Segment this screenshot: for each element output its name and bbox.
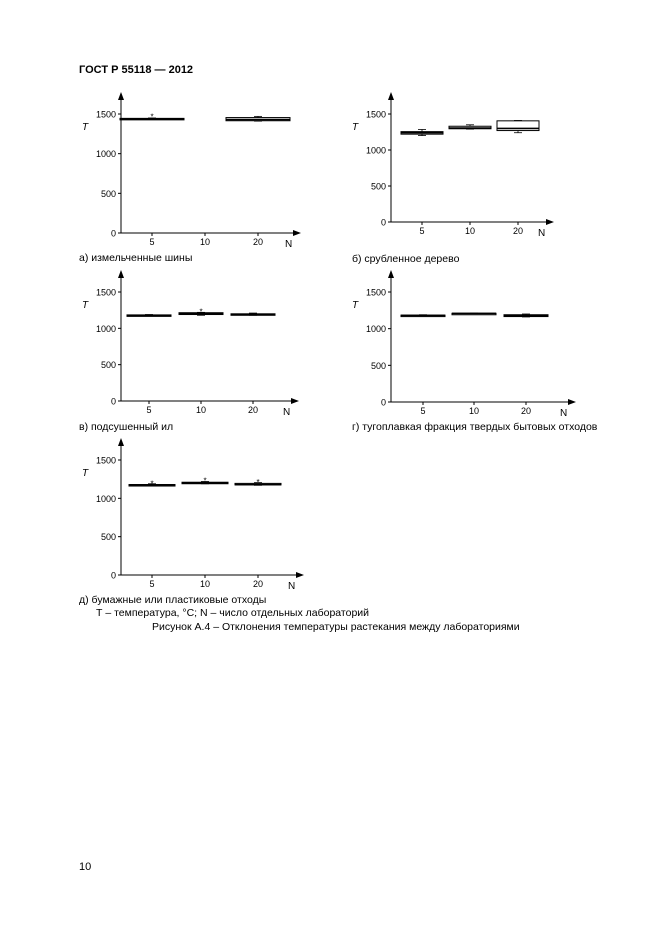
chart-d-caption: д) бумажные или пластиковые отходы (79, 594, 267, 606)
y-axis-label: T (352, 122, 359, 133)
figure-legend: Т – температура, °С; N – число отдельных лабораторий (96, 607, 370, 619)
chart-g-svg (348, 264, 578, 424)
y-axis-arrow (118, 270, 124, 278)
x-axis-label: N (288, 581, 296, 592)
x-tick-label: 5 (149, 237, 155, 247)
y-axis-label: T (82, 468, 89, 479)
x-tick-label: 20 (252, 237, 264, 247)
y-tick-label: 500 (370, 181, 386, 192)
chart-a-caption: а) измельченные шины (79, 252, 193, 264)
x-tick-label: 20 (512, 226, 524, 236)
figure-title: Рисунок А.4 – Отклонения температуры растекания между лабораториями (152, 621, 520, 633)
x-axis-arrow (546, 219, 554, 225)
document-header: ГОСТ Р 55118 — 2012 (79, 64, 194, 76)
chart-g (348, 264, 578, 424)
chart-a (80, 86, 310, 252)
y-axis-arrow (118, 92, 124, 100)
x-tick-label: 5 (420, 406, 426, 416)
y-tick-label: 0 (380, 217, 386, 228)
x-axis-label: N (283, 407, 291, 418)
y-tick-label: 500 (100, 188, 116, 199)
chart-v-caption: в) подсушенный ил (79, 421, 174, 433)
y-tick-label: 0 (110, 396, 116, 407)
y-tick-label: 0 (380, 397, 386, 408)
y-tick-label: 1000 (365, 145, 386, 156)
x-tick-label: 5 (419, 226, 425, 236)
chart-g-caption: г) тугоплавкая фракция твердых бытовых отходов (352, 421, 598, 433)
y-tick-label: 1500 (365, 109, 386, 120)
y-tick-label: 0 (110, 228, 116, 239)
box-outlier: * (150, 112, 154, 122)
x-tick-label: 10 (199, 237, 211, 247)
y-axis-arrow (388, 92, 394, 100)
y-tick-label: 1000 (95, 493, 116, 504)
y-axis-label: T (82, 122, 89, 133)
x-tick-label: 5 (149, 579, 155, 589)
x-tick-label: 10 (464, 226, 476, 236)
x-axis-label: N (560, 408, 568, 419)
y-axis-label: T (352, 300, 359, 311)
y-tick-label: 500 (100, 532, 116, 543)
y-tick-label: 500 (370, 360, 386, 371)
box-outlier: * (256, 478, 260, 488)
box-outlier: * (150, 479, 154, 489)
chart-b-svg (348, 86, 578, 244)
y-tick-label: 500 (100, 360, 116, 371)
x-tick-label: 20 (252, 579, 264, 589)
page-number: 10 (79, 861, 92, 873)
x-tick-label: 20 (520, 406, 532, 416)
chart-v (80, 264, 310, 424)
y-tick-label: 1000 (95, 323, 116, 334)
y-axis-arrow (118, 438, 124, 446)
y-tick-label: 1500 (95, 287, 116, 298)
x-tick-label: 5 (146, 405, 152, 415)
y-tick-label: 0 (110, 570, 116, 581)
x-tick-label: 10 (468, 406, 480, 416)
chart-b-caption: б) срубленное дерево (352, 253, 460, 265)
box-outlier: * (203, 476, 207, 486)
y-tick-label: 1500 (95, 109, 116, 120)
chart-a-svg (80, 86, 310, 252)
y-tick-label: 1000 (95, 149, 116, 160)
x-axis-arrow (296, 572, 304, 578)
y-axis-arrow (388, 270, 394, 278)
y-axis-label: T (82, 300, 89, 311)
chart-d-svg (80, 432, 310, 592)
box-outlier: * (199, 307, 203, 317)
chart-b (348, 86, 578, 244)
chart-d (80, 432, 310, 592)
y-tick-label: 1000 (365, 324, 386, 335)
x-axis-label: N (285, 239, 293, 250)
x-tick-label: 10 (199, 579, 211, 589)
x-tick-label: 20 (247, 405, 259, 415)
x-axis-arrow (568, 399, 576, 405)
y-tick-label: 1500 (95, 455, 116, 466)
y-tick-label: 1500 (365, 287, 386, 298)
x-axis-arrow (293, 230, 301, 236)
chart-v-svg (80, 264, 310, 424)
x-axis-arrow (291, 398, 299, 404)
x-tick-label: 10 (195, 405, 207, 415)
x-axis-label: N (538, 228, 546, 239)
